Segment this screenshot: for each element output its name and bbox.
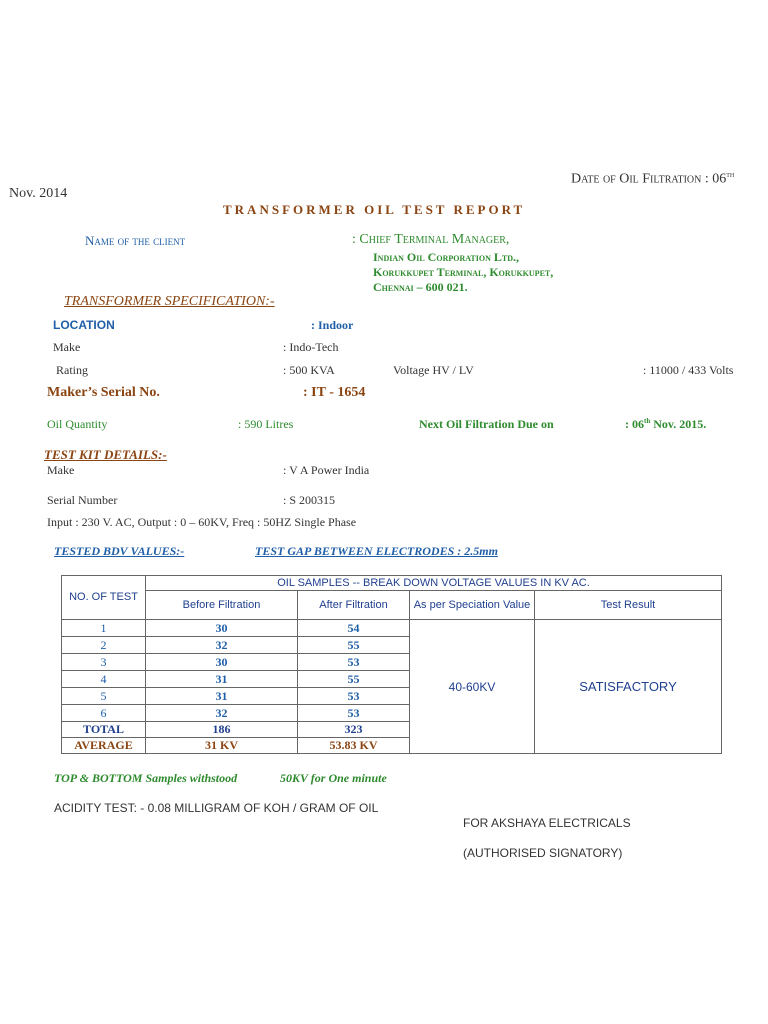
col-header-no: NO. OF TEST: [62, 576, 146, 620]
electrode-gap: TEST GAP BETWEEN ELECTRODES : 2.5mm: [255, 544, 498, 558]
col-header-spec: As per Speciation Value: [410, 591, 535, 620]
row-before: 31: [146, 688, 298, 705]
kit-heading: TEST KIT DETAILS:-: [44, 447, 167, 462]
row-no: 5: [62, 688, 146, 705]
kit-make-value: : V A Power India: [283, 463, 370, 477]
col-header-after: After Filtration: [298, 591, 410, 620]
kit-input-line: Input : 230 V. AC, Output : 0 – 60KV, Freq : 50HZ Single Phase: [47, 515, 357, 529]
col-header-result: Test Result: [535, 591, 722, 620]
serial-label: Maker’s Serial No.: [47, 385, 160, 400]
oil-quantity-value: : 590 Litres: [238, 417, 294, 431]
row-no: 2: [62, 637, 146, 654]
table-caption: OIL SAMPLES -- BREAK DOWN VOLTAGE VALUES IN KV AC.: [146, 576, 722, 591]
next-filtration-pre: : 06: [625, 417, 644, 431]
samples-label: TOP & BOTTOM Samples withstood: [54, 771, 238, 785]
row-after: 53: [298, 654, 410, 671]
total-before: 186: [146, 722, 298, 738]
row-before: 30: [146, 620, 298, 637]
row-after: 54: [298, 620, 410, 637]
bdv-heading: TESTED BDV VALUES:-: [54, 544, 185, 558]
serial-value: : IT - 1654: [303, 385, 366, 400]
rating-value: : 500 KVA: [283, 363, 335, 377]
authorised-signatory: (AUTHORISED SIGNATORY): [463, 846, 623, 860]
client-address-line3: Chennai – 600 021.: [373, 280, 468, 294]
col-header-before: Before Filtration: [146, 591, 298, 620]
row-after: 53: [298, 688, 410, 705]
filtration-date-label: [571, 170, 734, 188]
next-filtration-label: Next Oil Filtration Due on: [419, 417, 554, 431]
row-before: 30: [146, 654, 298, 671]
next-filtration-sup: th: [644, 417, 651, 425]
average-before: 31 KV: [146, 738, 298, 754]
kit-serial-value: : S 200315: [283, 493, 336, 507]
row-no: 1: [62, 620, 146, 637]
filtration-date-text: Date of Oil Filtration : 06: [571, 171, 727, 187]
make-label: Make: [53, 340, 81, 354]
filtration-date-continued: Nov. 2014: [9, 186, 68, 201]
average-label: AVERAGE: [62, 738, 146, 754]
row-after: 55: [298, 671, 410, 688]
samples-value: 50KV for One minute: [280, 771, 387, 785]
total-after: 323: [298, 722, 410, 738]
client-address-line1: Indian Oil Corporation Ltd.,: [373, 250, 519, 264]
row-before: 32: [146, 705, 298, 722]
filtration-date-sup: th: [726, 170, 735, 179]
rating-label: Rating: [56, 363, 88, 377]
kit-make-label: Make: [47, 463, 75, 477]
client-label: Name of the client: [85, 233, 186, 248]
client-address-line2: Korukkupet Terminal, Korukkupet,: [373, 265, 554, 279]
report-title: TRANSFORMER OIL TEST REPORT: [223, 202, 526, 217]
table-row: [62, 620, 722, 637]
next-filtration-value: [625, 417, 706, 432]
row-before: 31: [146, 671, 298, 688]
make-value: : Indo-Tech: [283, 340, 339, 354]
company-signoff: FOR AKSHAYA ELECTRICALS: [463, 816, 631, 830]
row-before: 32: [146, 637, 298, 654]
voltage-value: : 11000 / 433 Volts: [643, 363, 734, 377]
spec-value-cell: 40-60KV: [410, 620, 535, 754]
spec-heading: TRANSFORMER SPECIFICATION:-: [64, 294, 275, 309]
next-filtration-post: Nov. 2015.: [650, 417, 707, 431]
total-label: TOTAL: [62, 722, 146, 738]
voltage-label: Voltage HV / LV: [393, 363, 474, 377]
test-result-cell: SATISFACTORY: [535, 620, 722, 754]
acidity-test: ACIDITY TEST: - 0.08 MILLIGRAM OF KOH / GRAM OF OIL: [54, 801, 379, 815]
client-name: : Chief Terminal Manager,: [352, 232, 510, 247]
row-no: 6: [62, 705, 146, 722]
oil-quantity-label: Oil Quantity: [47, 417, 108, 431]
row-after: 55: [298, 637, 410, 654]
bdv-table: [61, 575, 722, 754]
row-no: 4: [62, 671, 146, 688]
kit-serial-label: Serial Number: [47, 493, 118, 507]
row-no: 3: [62, 654, 146, 671]
location-value: : Indoor: [311, 318, 354, 332]
average-after: 53.83 KV: [298, 738, 410, 754]
location-label: LOCATION: [53, 318, 115, 332]
row-after: 53: [298, 705, 410, 722]
